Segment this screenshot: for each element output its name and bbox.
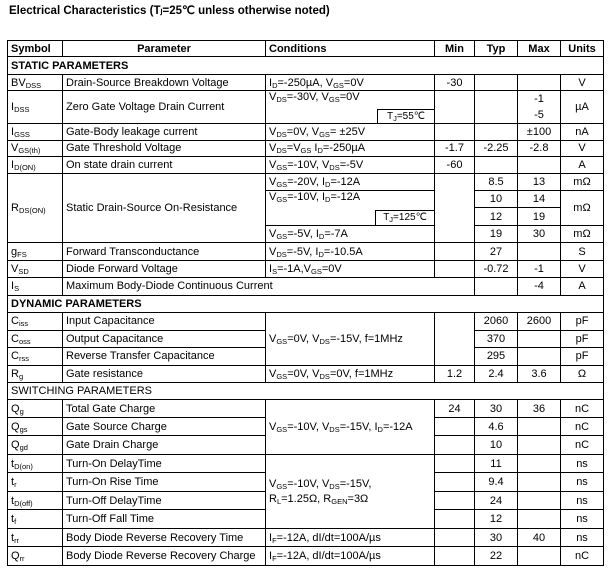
table-row [8, 528, 604, 546]
units-cell: pF [561, 330, 604, 347]
table-row [8, 91, 604, 107]
units-cell: S [561, 243, 604, 260]
parameter-cell: Body Diode Reverse Recovery Charge [63, 547, 266, 566]
table-row [8, 243, 604, 260]
max-cell: 14 [518, 190, 561, 207]
table-row [8, 74, 604, 90]
conditions-cell: $V_{GS}=0V$, $V_{DS}=0V$, f=1MHz [266, 365, 435, 382]
min-cell [435, 547, 475, 566]
symbol-cell: $C_{iss}$ [8, 313, 63, 330]
header-min: Min [435, 41, 475, 57]
parameter-cell: Gate Source Charge [63, 417, 266, 435]
symbol-cell: $V_{GS(th)}$ [8, 140, 63, 156]
junction-temp-label: $T_J=55℃$ [377, 109, 434, 123]
max-cell [518, 243, 561, 260]
min-cell [435, 278, 475, 295]
max-cell [518, 473, 561, 491]
max-cell: 3.6 [518, 365, 561, 382]
units-cell: mΩ [561, 173, 604, 190]
parameter-cell: Zero Gate Voltage Drain Current [63, 91, 266, 124]
parameter-cell: Diode Forward Voltage [63, 260, 266, 277]
header-typ: Typ [475, 41, 518, 57]
header-conditions: Conditions [266, 41, 435, 57]
junction-temp-label: $T_J=125℃$ [375, 210, 434, 225]
symbol-cell: $V_{SD}$ [8, 260, 63, 277]
section-title: DYNAMIC PARAMETERS [8, 295, 604, 312]
parameter-cell: Gate-Body leakage current [63, 124, 266, 140]
header-parameter: Parameter [63, 41, 266, 57]
parameter-cell: Turn-Off DelayTime [63, 491, 266, 509]
units-cell: A [561, 157, 604, 173]
symbol-cell: $I_{D(ON)}$ [8, 157, 63, 173]
typ-cell: 30 [475, 400, 518, 417]
parameter-cell: Reverse Transfer Capacitance [63, 348, 266, 365]
typ-cell [475, 124, 518, 140]
symbol-cell: $t_{D(off)}$ [8, 491, 63, 509]
parameter-cell: Static Drain-Source On-Resistance [63, 173, 266, 243]
symbol-cell: $R_g$ [8, 365, 63, 382]
min-cell [435, 243, 475, 260]
symbol-cell: $t_{rr}$ [8, 528, 63, 546]
table-row [8, 124, 604, 140]
table-row [8, 547, 604, 566]
table-row [8, 260, 604, 277]
units-cell: V [561, 260, 604, 277]
table-row [8, 454, 604, 472]
section-switching [8, 382, 604, 399]
units-cell: pF [561, 348, 604, 365]
symbol-cell: $Q_g$ [8, 400, 63, 417]
typ-cell: 9.4 [475, 473, 518, 491]
max-cell: -5 [518, 107, 561, 123]
header-units: Units [561, 41, 604, 57]
header-symbol: Symbol [8, 41, 63, 57]
typ-cell: 30 [475, 528, 518, 546]
max-cell [518, 547, 561, 566]
typ-cell: 22 [475, 547, 518, 566]
min-cell: -1.7 [435, 140, 475, 156]
table-row [8, 157, 604, 173]
units-cell: nA [561, 124, 604, 140]
max-cell: -1 [518, 260, 561, 277]
typ-cell: 24 [475, 491, 518, 509]
conditions-cell: $I_F=-12A$, dI/dt=100A/µs [266, 528, 435, 546]
conditions-line: $R_L=1.25\Omega$, $R_{GEN}=3\Omega$ [269, 492, 369, 506]
symbol-cell: $Q_{gd}$ [8, 436, 63, 454]
max-cell: 13 [518, 173, 561, 190]
max-cell [518, 348, 561, 365]
typ-cell: 27 [475, 243, 518, 260]
typ-cell: 10 [475, 190, 518, 207]
typ-cell: 370 [475, 330, 518, 347]
symbol-cell: $I_S$ [8, 278, 63, 295]
max-cell [518, 510, 561, 528]
min-cell [435, 124, 475, 140]
typ-cell [475, 91, 518, 124]
conditions-cell: $V_{DS}=V_{GS}$ $I_D=-250\mu A$ [266, 140, 435, 156]
conditions-cell: $V_{GS}=-10V$, $V_{DS}=-5V$ [266, 157, 435, 173]
min-cell: 24 [435, 400, 475, 417]
max-cell: -4 [518, 278, 561, 295]
max-cell [518, 454, 561, 472]
units-cell: nC [561, 547, 604, 566]
units-cell: nC [561, 436, 604, 454]
typ-cell: 8.5 [475, 173, 518, 190]
table-row [8, 173, 604, 190]
section-title: SWITCHING PARAMETERS [8, 382, 604, 399]
table-row [8, 365, 604, 382]
conditions-line: $V_{GS}=-10V$, $V_{DS}=-15V$, [269, 477, 372, 491]
max-cell: 36 [518, 400, 561, 417]
typ-cell [475, 278, 518, 295]
min-cell [435, 491, 475, 509]
min-cell [435, 417, 475, 435]
typ-cell: 19 [475, 225, 518, 242]
table-row [8, 278, 604, 295]
max-cell: 30 [518, 225, 561, 242]
max-cell [518, 330, 561, 347]
max-cell [518, 74, 561, 90]
parameter-cell: Gate Drain Charge [63, 436, 266, 454]
typ-cell: 12 [475, 510, 518, 528]
min-cell [435, 473, 475, 491]
min-cell [435, 173, 475, 243]
symbol-cell: $I_{GSS}$ [8, 124, 63, 140]
symbol-cell: $t_{D(on)}$ [8, 454, 63, 472]
min-cell [435, 313, 475, 365]
typ-cell: 11 [475, 454, 518, 472]
units-cell: V [561, 74, 604, 90]
units-cell: mΩ [561, 190, 604, 225]
parameter-cell: Turn-Off Fall Time [63, 510, 266, 528]
min-cell [435, 454, 475, 472]
min-cell [435, 436, 475, 454]
units-cell: µA [561, 91, 604, 124]
parameter-cell: On state drain current [63, 157, 266, 173]
max-cell [518, 417, 561, 435]
conditions-cell [266, 190, 435, 225]
units-cell: ns [561, 528, 604, 546]
max-cell [518, 491, 561, 509]
symbol-cell: $Q_{rr}$ [8, 547, 63, 566]
units-cell: mΩ [561, 225, 604, 242]
parameter-cell: Body Diode Reverse Recovery Time [63, 528, 266, 546]
parameter-cell: Maximum Body-Diode Continuous Current [63, 278, 435, 295]
conditions-cell: $V_{GS}=-10V$, $V_{DS}=-15V$, $I_D=-12A$ [266, 400, 435, 454]
max-cell: 19 [518, 208, 561, 225]
electrical-characteristics-table [7, 40, 604, 566]
conditions-cell: $V_{GS}=-5V$, $I_D=-7A$ [266, 225, 435, 242]
typ-cell: -2.25 [475, 140, 518, 156]
units-cell: A [561, 278, 604, 295]
parameter-cell: Gate resistance [63, 365, 266, 382]
typ-cell: 12 [475, 208, 518, 225]
typ-cell: 2.4 [475, 365, 518, 382]
max-cell [518, 157, 561, 173]
parameter-cell: Gate Threshold Voltage [63, 140, 266, 156]
symbol-cell: $g_{FS}$ [8, 243, 63, 260]
min-cell: -60 [435, 157, 475, 173]
symbol-cell: $t_f$ [8, 510, 63, 528]
symbol-cell: $C_{rss}$ [8, 348, 63, 365]
max-cell: 40 [518, 528, 561, 546]
parameter-cell: Input Capacitance [63, 313, 266, 330]
max-cell: -2.8 [518, 140, 561, 156]
conditions-cell [266, 454, 435, 528]
symbol-cell: $I_{DSS}$ [8, 91, 63, 124]
units-cell: ns [561, 454, 604, 472]
units-cell: V [561, 140, 604, 156]
min-cell: -30 [435, 74, 475, 90]
section-title: STATIC PARAMETERS [8, 57, 604, 74]
max-cell [518, 436, 561, 454]
parameter-cell: Drain-Source Breakdown Voltage [63, 74, 266, 90]
min-cell [435, 528, 475, 546]
conditions-cell: $I_S=-1A,V_{GS}=0V$ [266, 260, 435, 277]
symbol-cell: $R_{DS(ON)}$ [8, 173, 63, 243]
header-max: Max [518, 41, 561, 57]
parameter-cell: Forward Transconductance [63, 243, 266, 260]
table-row [8, 313, 604, 330]
min-cell [435, 510, 475, 528]
conditions-text: $V_{GS}=-10V$, $I_D=-12A$ [269, 190, 361, 204]
max-cell: 2600 [518, 313, 561, 330]
typ-cell [475, 74, 518, 90]
table-row [8, 140, 604, 156]
typ-cell: 2060 [475, 313, 518, 330]
typ-cell: 4.6 [475, 417, 518, 435]
header-row [8, 41, 604, 57]
conditions-cell: $V_{GS}=-20V$, $I_D=-12A$ [266, 173, 435, 190]
conditions-cell: $V_{GS}=0V$, $V_{DS}=-15V$, f=1MHz [266, 313, 435, 365]
typ-cell: -0.72 [475, 260, 518, 277]
typ-cell: 295 [475, 348, 518, 365]
typ-cell: 10 [475, 436, 518, 454]
conditions-cell: $I_D=-250\mu A$, $V_{GS}=0V$ [266, 74, 435, 90]
section-dynamic [8, 295, 604, 312]
table-row [8, 400, 604, 417]
parameter-cell: Output Capacitance [63, 330, 266, 347]
symbol-cell: $C_{oss}$ [8, 330, 63, 347]
units-cell: nC [561, 400, 604, 417]
min-cell: 1.2 [435, 365, 475, 382]
max-cell: ±100 [518, 124, 561, 140]
max-cell: -1 [518, 91, 561, 107]
parameter-cell: Turn-On DelayTime [63, 454, 266, 472]
conditions-text: $V_{DS}=-30V$, $V_{GS}=0V$ [269, 91, 360, 105]
symbol-cell: $t_r$ [8, 473, 63, 491]
symbol-cell: $Q_{gs}$ [8, 417, 63, 435]
conditions-cell: $I_F=-12A$, dI/dt=100A/µs [266, 547, 435, 566]
conditions-cell: $V_{DS}=0V$, $V_{GS}= \pm 25V$ [266, 124, 435, 140]
units-cell: Ω [561, 365, 604, 382]
units-cell: ns [561, 491, 604, 509]
units-cell: ns [561, 510, 604, 528]
min-cell [435, 91, 475, 124]
parameter-cell: Turn-On Rise Time [63, 473, 266, 491]
table-title: Electrical Characteristics (Tⱼ=25℃ unless otherwise noted) [9, 5, 330, 17]
units-cell: pF [561, 313, 604, 330]
units-cell: nC [561, 417, 604, 435]
symbol-cell: $BV_{DSS}$ [8, 74, 63, 90]
conditions-cell: $V_{DS}=-5V$, $I_D=-10.5A$ [266, 243, 435, 260]
conditions-cell [266, 91, 435, 124]
section-static [8, 57, 604, 74]
parameter-cell: Total Gate Charge [63, 400, 266, 417]
typ-cell [475, 157, 518, 173]
min-cell [435, 260, 475, 277]
units-cell: ns [561, 473, 604, 491]
